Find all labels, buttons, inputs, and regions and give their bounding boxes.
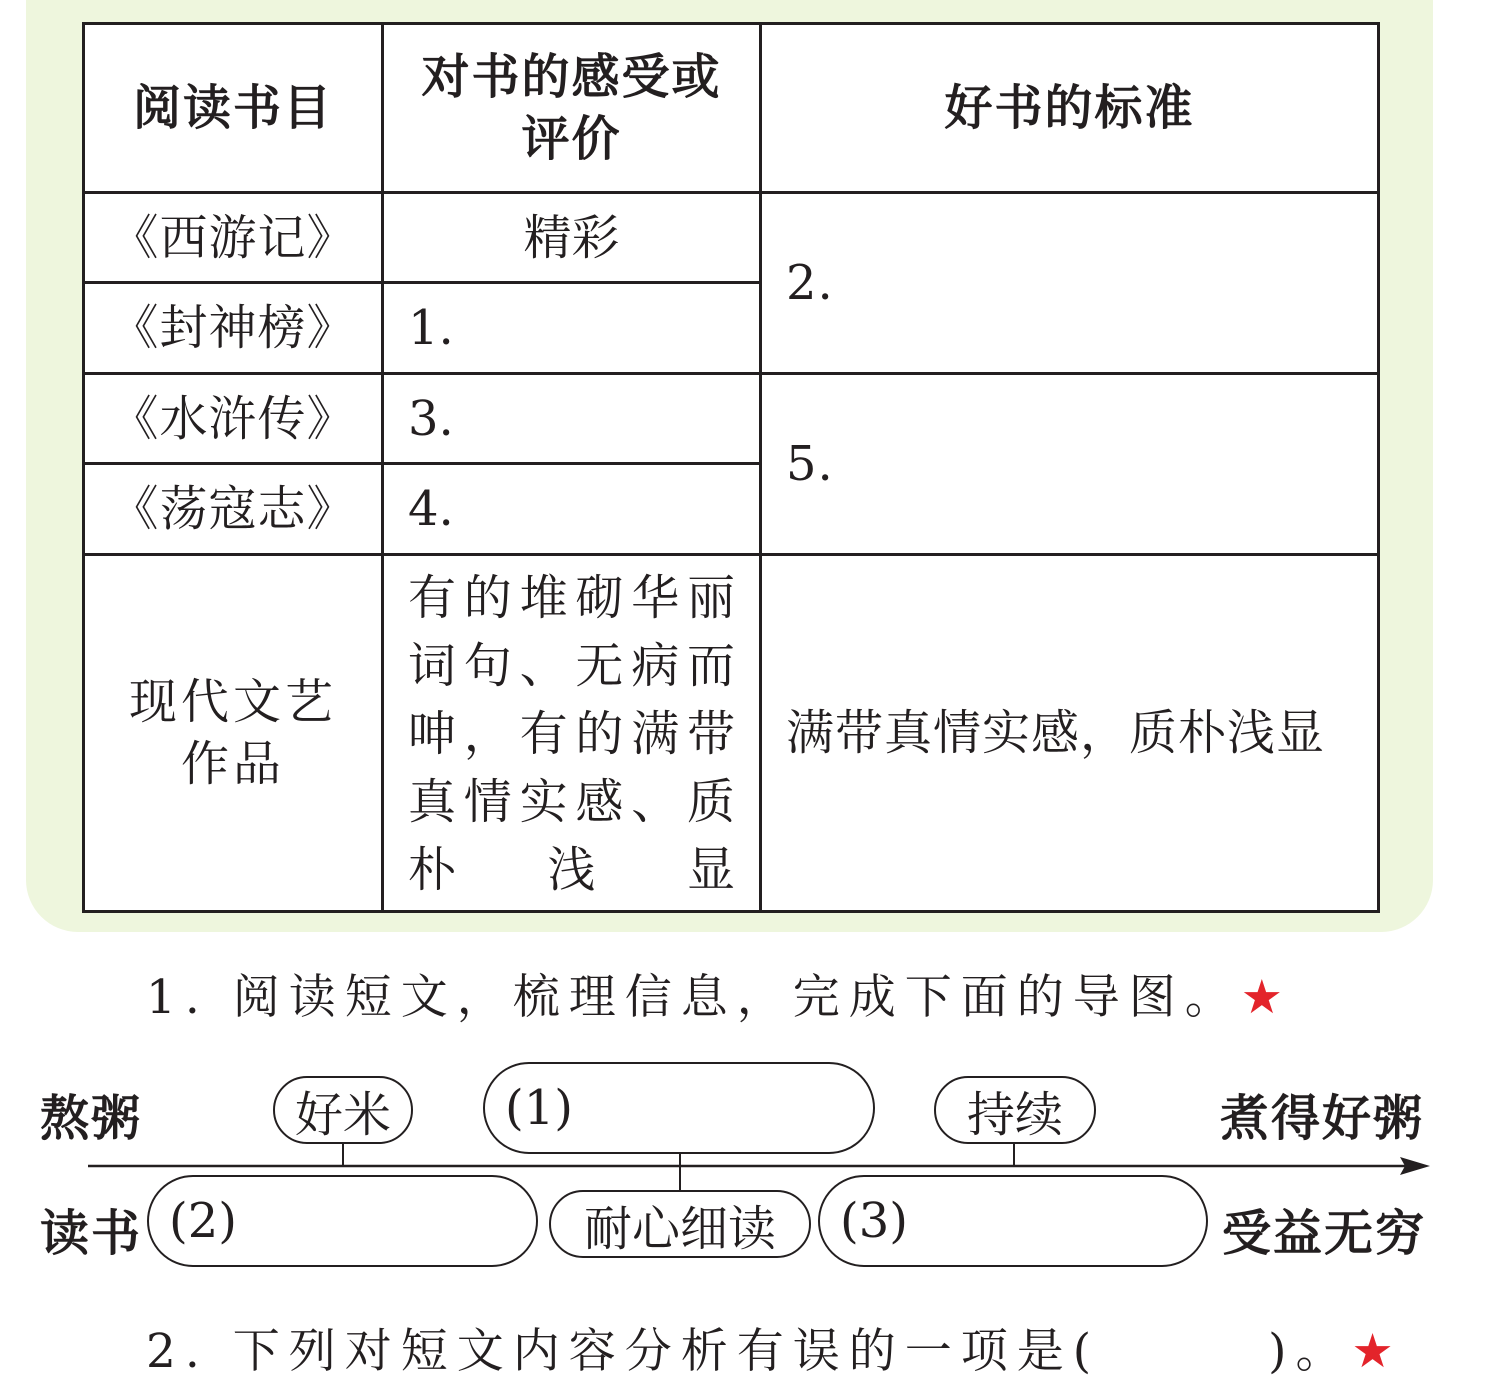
header-feeling-text: 对书的感受或评价 (421, 49, 722, 167)
book-cell: 《荡寇志》 (84, 464, 383, 555)
book-cell: 《封神榜》 (84, 283, 383, 374)
mindmap-node-blank-2: (2) (147, 1175, 538, 1267)
mindmap-node-continuous: 持续 (934, 1076, 1096, 1144)
question-1-text: 1. 阅读短文，梳理信息，完成下面的导图。 (146, 970, 1241, 1025)
standard-cell-modern: 满带真情实感，质朴浅显 (761, 555, 1379, 912)
mindmap-bottom-left-label: 读书 (40, 1205, 143, 1262)
header-book-list: 阅读书目 (84, 24, 383, 193)
mindmap-node-good-rice: 好米 (273, 1076, 413, 1144)
feeling-cell: 精彩 (383, 193, 761, 283)
feeling-cell-modern: 有的堆砌华丽词句、无病而呻，有的满带真情实感、质朴浅显 (383, 555, 761, 912)
feeling-cell-blank-3: 3. (383, 374, 761, 464)
header-standard: 好书的标准 (761, 24, 1379, 193)
mindmap-top-left-label: 熬粥 (40, 1090, 143, 1147)
book-cell: 《西游记》 (84, 193, 383, 283)
modern-book-text: 现代文艺作品 (128, 674, 337, 792)
mindmap-node-patient-reading: 耐心细读 (549, 1190, 811, 1258)
difficulty-star-icon: ★ (1240, 970, 1283, 1025)
mindmap-top-right-label: 煮得好粥 (1220, 1090, 1425, 1147)
difficulty-star-icon: ★ (1351, 1324, 1394, 1379)
mindmap-node-blank-1: (1) (483, 1062, 875, 1154)
mindmap-node-blank-3: (3) (818, 1175, 1208, 1267)
standard-cell-blank-5: 5. (761, 374, 1379, 555)
standard-cell-blank-2: 2. (761, 193, 1379, 374)
question-2-text: 2. 下列对短文内容分析有误的一项是( )。 (146, 1324, 1352, 1379)
feeling-cell-blank-4: 4. (383, 464, 761, 555)
mindmap-bottom-right-label: 受益无穷 (1222, 1205, 1427, 1262)
feeling-cell-blank-1: 1. (383, 283, 761, 374)
question-2 (146, 1314, 1394, 1381)
book-cell: 《水浒传》 (84, 374, 383, 464)
